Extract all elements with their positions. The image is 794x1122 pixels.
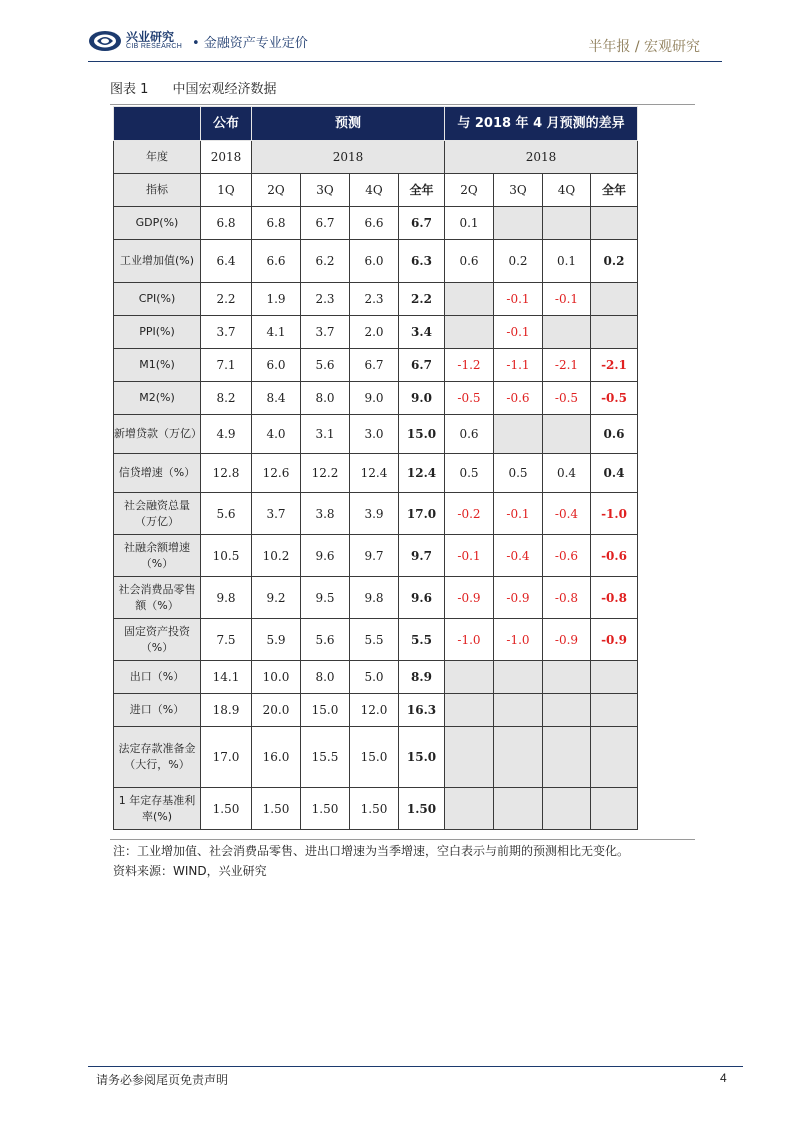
figure-title [110,78,277,97]
table-row [114,240,638,283]
forecast-value: 5.5 [399,619,445,661]
diff-value [543,694,591,727]
published-value: 17.0 [201,727,252,788]
diff-value: -0.1 [494,316,543,349]
row-label: M2(%) [114,382,201,415]
table-row [114,535,638,577]
table-row [114,661,638,694]
forecast-value: 6.8 [252,207,301,240]
diff-value: 0.5 [445,454,494,493]
forecast-value: 9.0 [350,382,399,415]
forecast-value: 3.7 [301,316,350,349]
diff-value: 0.5 [494,454,543,493]
diff-value: -0.9 [543,619,591,661]
forecast-value: 17.0 [399,493,445,535]
published-value: 6.8 [201,207,252,240]
forecast-value: 2.0 [350,316,399,349]
forecast-value: 1.50 [301,788,350,830]
forecast-value: 6.7 [399,207,445,240]
diff-value [591,694,638,727]
table-bottom-divider [110,839,695,840]
brand-tagline: • 金融资产专业定价 [192,36,308,51]
forecast-value: 3.0 [350,415,399,454]
row-label: 社融余额增速（%） [114,535,201,577]
row-label: 进口（%） [114,694,201,727]
table-row [114,316,638,349]
forecast-value: 3.8 [301,493,350,535]
forecast-value: 12.0 [350,694,399,727]
diff-value: -1.0 [591,493,638,535]
forecast-value: 9.0 [399,382,445,415]
table-row [114,493,638,535]
diff-value: 0.1 [543,240,591,283]
diff-value [543,661,591,694]
diff-value: -0.1 [494,493,543,535]
row-label: 工业增加值(%) [114,240,201,283]
forecast-value: 9.7 [399,535,445,577]
diff-value: 0.2 [494,240,543,283]
row-label: 法定存款准备金（大行，%） [114,727,201,788]
table-note: 注：工业增加值、社会消费品零售、进出口增速为当季增速，空白表示与前期的预测相比无变化。 [113,844,630,858]
forecast-value: 12.2 [301,454,350,493]
row-label: CPI(%) [114,283,201,316]
diff-value: 0.1 [445,207,494,240]
forecast-value: 6.2 [301,240,350,283]
forecast-value: 1.50 [252,788,301,830]
footer-divider [88,1066,743,1067]
diff-value: -0.2 [445,493,494,535]
forecast-value: 6.3 [399,240,445,283]
col-header-forecast-year: 全年 [399,174,445,207]
forecast-value: 5.6 [301,619,350,661]
published-value: 7.1 [201,349,252,382]
forecast-value: 6.7 [301,207,350,240]
forecast-value: 9.7 [350,535,399,577]
forecast-value: 10.2 [252,535,301,577]
year-row [114,141,638,174]
diff-value: -0.6 [494,382,543,415]
figure-title-divider [110,104,695,105]
forecast-value: 2.3 [350,283,399,316]
forecast-value: 9.2 [252,577,301,619]
forecast-value: 6.0 [350,240,399,283]
diff-value [543,415,591,454]
col-header-forecast-3q: 3Q [301,174,350,207]
diff-value: -0.1 [543,283,591,316]
diff-value: -1.0 [445,619,494,661]
diff-value: -0.8 [543,577,591,619]
col-header-diff-3q: 3Q [494,174,543,207]
table-row [114,577,638,619]
diff-value: -1.0 [494,619,543,661]
forecast-value: 5.9 [252,619,301,661]
table-row [114,454,638,493]
diff-value [591,207,638,240]
forecast-value: 15.0 [399,727,445,788]
forecast-value: 8.0 [301,661,350,694]
diff-value: 0.4 [591,454,638,493]
table-row [114,207,638,240]
forecast-value: 3.1 [301,415,350,454]
forecast-value: 12.4 [350,454,399,493]
row-label: 固定资产投资（%） [114,619,201,661]
published-value: 12.8 [201,454,252,493]
diff-value [494,661,543,694]
forecast-value: 8.4 [252,382,301,415]
row-label: 社会消费品零售额（%） [114,577,201,619]
diff-value: -2.1 [543,349,591,382]
table-row [114,283,638,316]
forecast-value: 2.2 [399,283,445,316]
figure-caption: 中国宏观经济数据 [172,82,277,97]
published-value: 8.2 [201,382,252,415]
forecast-value: 15.0 [350,727,399,788]
diff-value [445,788,494,830]
diff-value [543,207,591,240]
year-forecast: 2018 [252,141,445,174]
published-value: 6.4 [201,240,252,283]
data-source: 资料来源：WIND，兴业研究 [113,864,267,878]
forecast-value: 2.3 [301,283,350,316]
diff-value [543,727,591,788]
table-row [114,415,638,454]
diff-value: -1.2 [445,349,494,382]
diff-value [494,415,543,454]
diff-value: -0.1 [494,283,543,316]
forecast-value: 20.0 [252,694,301,727]
published-value: 7.5 [201,619,252,661]
forecast-value: 6.6 [350,207,399,240]
row-label: 新增贷款（万亿） [114,415,201,454]
diff-value: -0.9 [445,577,494,619]
diff-value [591,727,638,788]
row-label: 出口（%） [114,661,201,694]
forecast-value: 6.0 [252,349,301,382]
published-value: 9.8 [201,577,252,619]
row-label: PPI(%) [114,316,201,349]
col-header-diff-4q: 4Q [543,174,591,207]
forecast-value: 12.4 [399,454,445,493]
published-value: 4.9 [201,415,252,454]
diff-value [494,727,543,788]
diff-value [445,283,494,316]
diff-value [591,283,638,316]
diff-value: -0.9 [591,619,638,661]
published-value: 14.1 [201,661,252,694]
diff-value: -2.1 [591,349,638,382]
brand-name-en: CIB RESEARCH [126,43,183,50]
group-header-row [114,107,638,141]
forecast-value: 8.9 [399,661,445,694]
table-row [114,788,638,830]
published-header: 公布 [201,107,252,141]
forecast-value: 9.5 [301,577,350,619]
diff-value: -0.1 [445,535,494,577]
table-row [114,382,638,415]
forecast-value: 5.5 [350,619,399,661]
table-row [114,694,638,727]
row-label: 信贷增速（%） [114,454,201,493]
forecast-value: 6.7 [399,349,445,382]
forecast-value: 5.0 [350,661,399,694]
diff-value: -0.6 [543,535,591,577]
diff-value: 0.6 [445,240,494,283]
published-value: 10.5 [201,535,252,577]
forecast-value: 15.5 [301,727,350,788]
page-number: 4 [720,1071,727,1085]
forecast-value: 12.6 [252,454,301,493]
forecast-value: 6.7 [350,349,399,382]
header-divider [88,61,722,62]
forecast-value: 4.1 [252,316,301,349]
report-type: 半年报 / 宏观研究 [588,39,700,55]
diff-value: -1.1 [494,349,543,382]
diff-value [494,207,543,240]
forecast-value: 16.0 [252,727,301,788]
brand-name: 兴业研究 [126,30,175,44]
forecast-value: 5.6 [301,349,350,382]
forecast-value: 15.0 [301,694,350,727]
published-value: 3.7 [201,316,252,349]
forecast-value: 8.0 [301,382,350,415]
diff-value [445,661,494,694]
forecast-value: 4.0 [252,415,301,454]
diff-value: 0.6 [445,415,494,454]
diff-value: 0.6 [591,415,638,454]
table-row [114,619,638,661]
published-value: 18.9 [201,694,252,727]
row-label: 社会融资总量（万亿） [114,493,201,535]
diff-value: -0.8 [591,577,638,619]
diff-value: -0.4 [494,535,543,577]
forecast-value: 1.50 [350,788,399,830]
year-diff: 2018 [445,141,638,174]
table-row [114,349,638,382]
diff-value [445,316,494,349]
col-header-forecast-4q: 4Q [350,174,399,207]
cib-logo-icon [88,30,122,52]
diff-value [445,694,494,727]
diff-value: -0.5 [591,382,638,415]
footer-disclaimer: 请务必参阅尾页免责声明 [96,1073,229,1087]
forecast-value: 1.50 [399,788,445,830]
diff-value: -0.5 [543,382,591,415]
forecast-value: 15.0 [399,415,445,454]
macro-data-table [113,106,638,830]
diff-value: -0.5 [445,382,494,415]
row-label: 1 年定存基准利率(%) [114,788,201,830]
published-value: 2.2 [201,283,252,316]
forecast-value: 3.7 [252,493,301,535]
forecast-value: 9.6 [301,535,350,577]
col-header-diff-year: 全年 [591,174,638,207]
col-header-forecast-2q: 2Q [252,174,301,207]
diff-value: 0.2 [591,240,638,283]
diff-header: 与 2018 年 4 月预测的差异 [445,107,638,141]
diff-value [494,694,543,727]
diff-value [494,788,543,830]
row-label: M1(%) [114,349,201,382]
indicator-header-row [114,174,638,207]
forecast-value: 1.9 [252,283,301,316]
col-header-diff-2q: 2Q [445,174,494,207]
forecast-value: 6.6 [252,240,301,283]
indicator-label: 指标 [114,174,201,207]
page-header [88,24,722,60]
forecast-header: 预测 [252,107,445,141]
row-label: GDP(%) [114,207,201,240]
diff-value: -0.4 [543,493,591,535]
diff-value [591,661,638,694]
published-value: 1.50 [201,788,252,830]
diff-value: 0.4 [543,454,591,493]
forecast-value: 3.4 [399,316,445,349]
diff-value: -0.6 [591,535,638,577]
diff-value [543,788,591,830]
year-published: 2018 [201,141,252,174]
header-blank-cell [114,107,201,141]
published-value: 5.6 [201,493,252,535]
forecast-value: 3.9 [350,493,399,535]
diff-value [591,788,638,830]
diff-value [543,316,591,349]
table-row [114,727,638,788]
forecast-value: 9.6 [399,577,445,619]
col-header-1q: 1Q [201,174,252,207]
diff-value: -0.9 [494,577,543,619]
forecast-value: 9.8 [350,577,399,619]
forecast-value: 16.3 [399,694,445,727]
diff-value [445,727,494,788]
diff-value [591,316,638,349]
forecast-value: 10.0 [252,661,301,694]
year-label: 年度 [114,141,201,174]
figure-number: 图表 1 [110,82,149,97]
